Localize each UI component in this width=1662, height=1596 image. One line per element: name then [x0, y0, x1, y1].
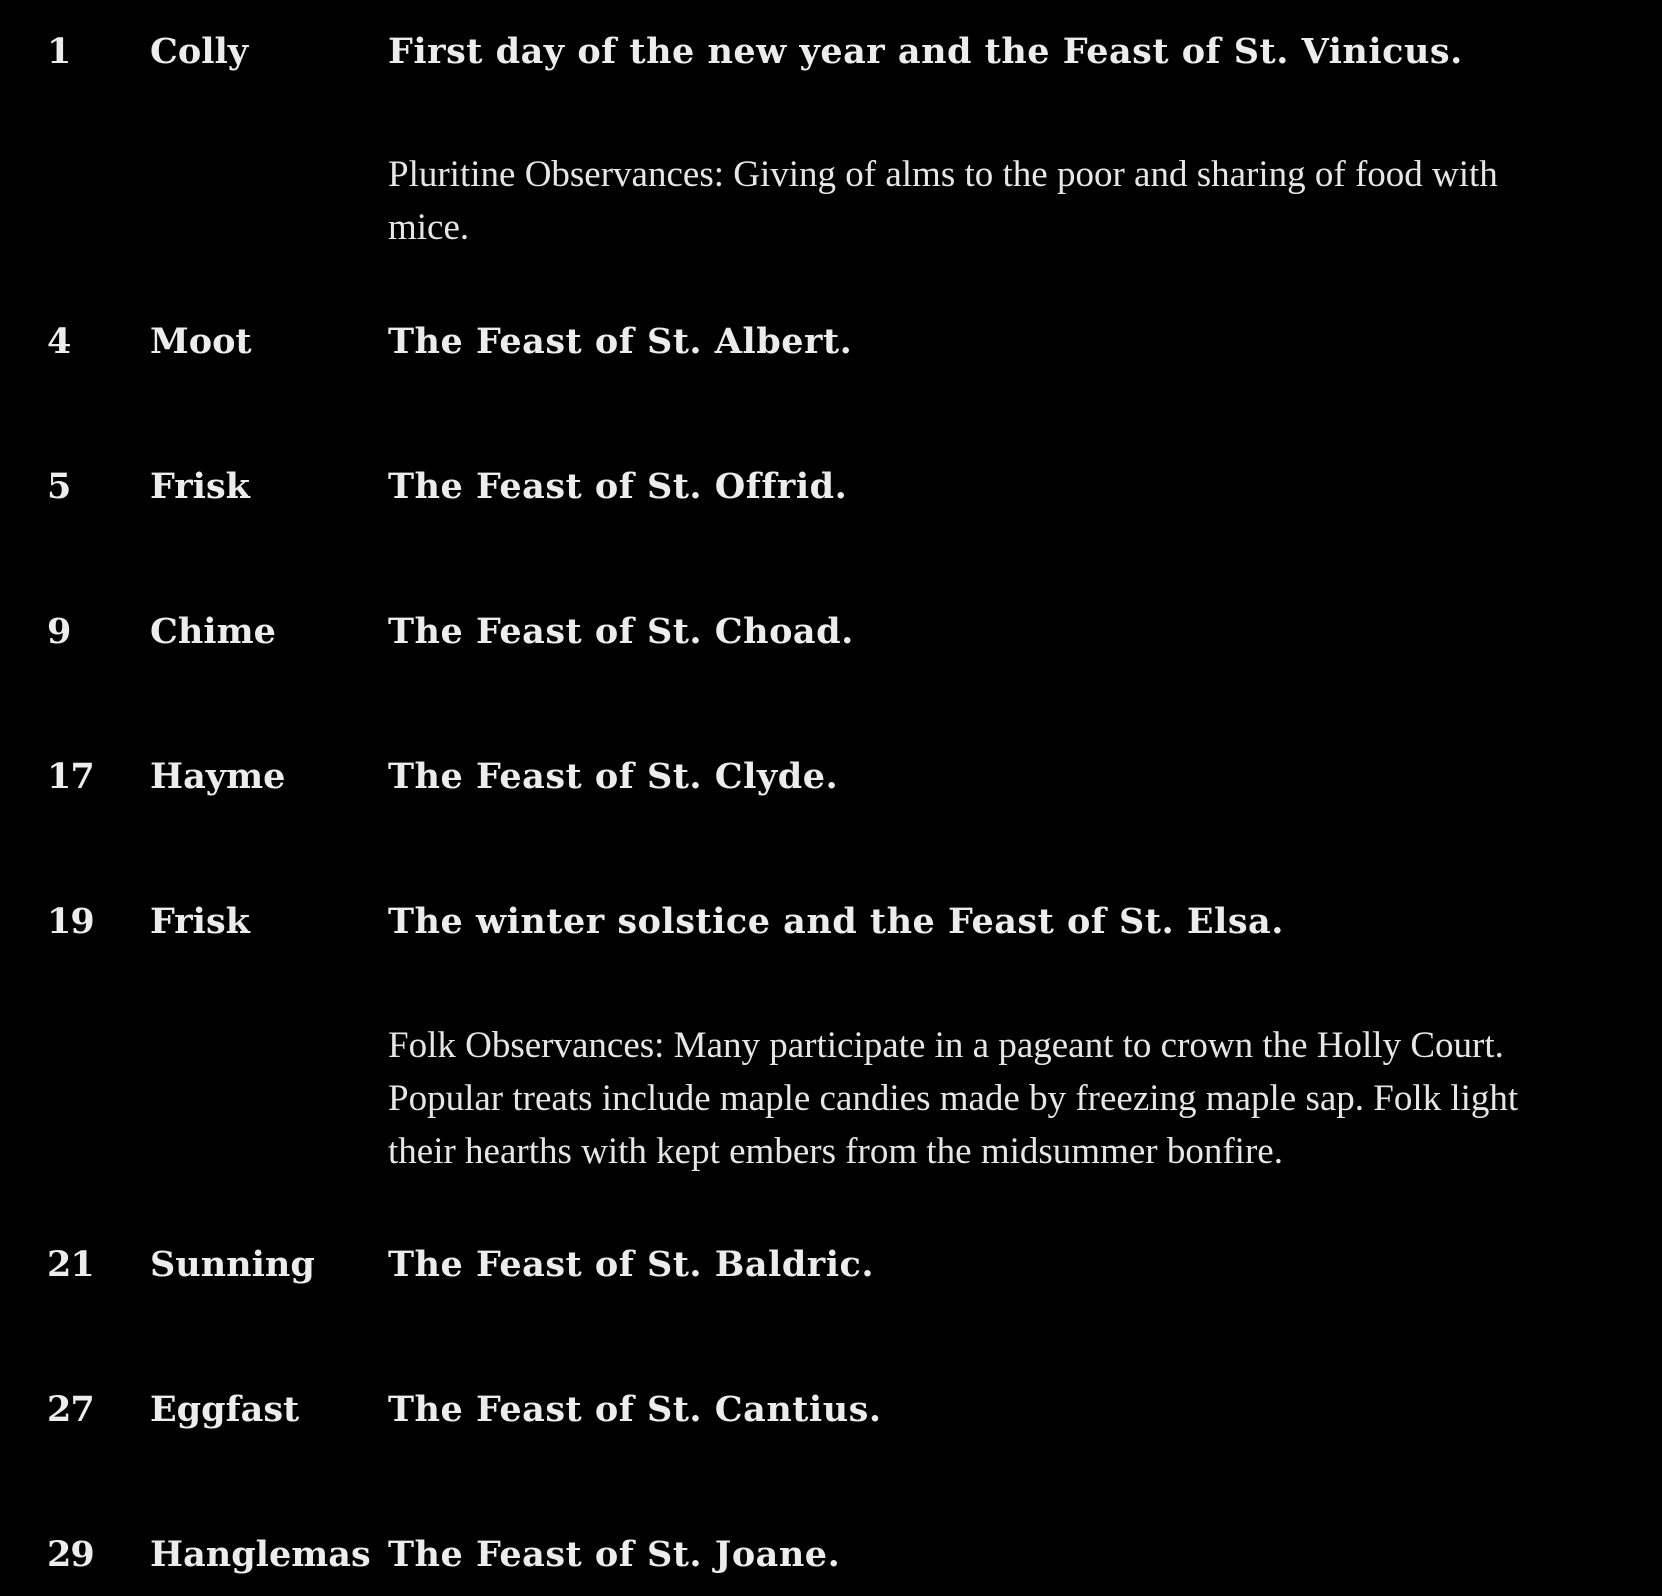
weekday-name: Moot	[150, 321, 252, 362]
weekday-name: Frisk	[150, 466, 250, 507]
day-number: 19	[47, 901, 94, 942]
day-number: 4	[47, 321, 71, 362]
weekday-name: Sunning	[150, 1244, 315, 1285]
weekday-name: Hanglemas	[150, 1534, 371, 1575]
day-number: 29	[47, 1534, 94, 1575]
day-number: 5	[47, 466, 71, 507]
event-title: The Feast of St. Cantius.	[388, 1389, 882, 1430]
day-number: 27	[47, 1389, 94, 1430]
day-number: 9	[47, 611, 71, 652]
event-title: The winter solstice and the Feast of St. Elsa.	[388, 901, 1284, 942]
event-title: The Feast of St. Offrid.	[388, 466, 848, 507]
weekday-name: Chime	[150, 611, 276, 652]
day-number: 21	[47, 1244, 94, 1285]
event-title: First day of the new year and the Feast of St. Vinicus.	[388, 31, 1463, 72]
day-number: 17	[47, 756, 94, 797]
weekday-name: Eggfast	[150, 1389, 300, 1430]
weekday-name: Hayme	[150, 756, 286, 797]
event-title: The Feast of St. Baldric.	[388, 1244, 875, 1285]
weekday-name: Frisk	[150, 901, 250, 942]
event-title: The Feast of St. Joane.	[388, 1534, 841, 1575]
event-title: The Feast of St. Clyde.	[388, 756, 839, 797]
observance-note: Pluritine Observances: Giving of alms to the poor and sharing of food with mice.	[388, 154, 1498, 248]
event-title: The Feast of St. Albert.	[388, 321, 853, 362]
day-number: 1	[47, 31, 71, 72]
event-title: The Feast of St. Choad.	[388, 611, 854, 652]
observance-note: Folk Observances: Many participate in a pageant to crown the Holly Court. Popular treats include maple candies made by freezing maple sap. Folk light their hearths with kept embers from the midsummer bonfire.	[388, 1025, 1519, 1172]
weekday-name: Colly	[150, 31, 249, 72]
